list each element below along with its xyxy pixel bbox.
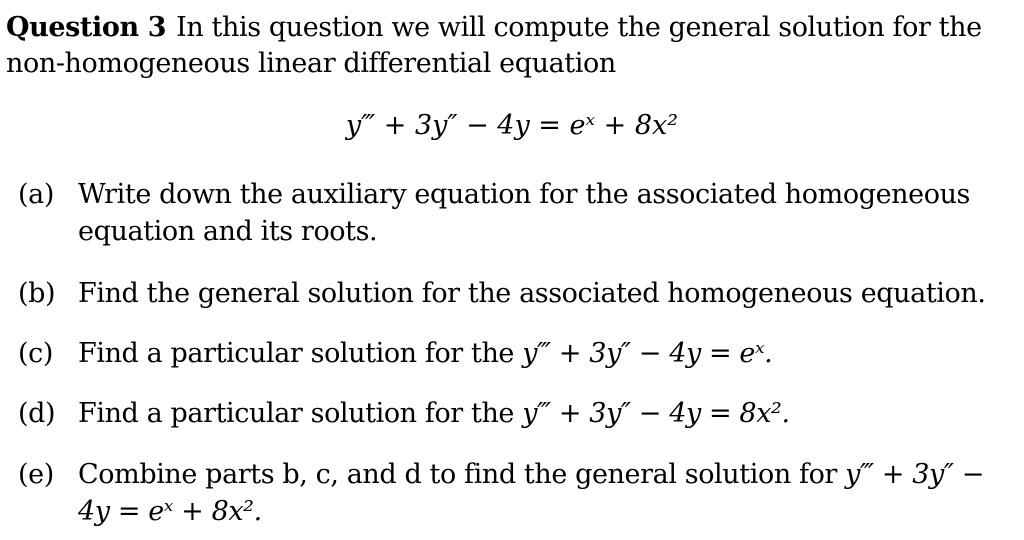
display-equation: y‴ + 3y″ − 4y = eˣ + 8x² <box>345 110 679 141</box>
part-marker: (b) <box>18 278 56 309</box>
part-marker: (d) <box>18 398 56 429</box>
part-marker: (a) <box>18 179 54 210</box>
part-c <box>18 335 1008 372</box>
part-marker: (c) <box>18 338 53 369</box>
part-b <box>18 275 1008 312</box>
part-text: Find the general solution for the associated homogeneous equation. <box>78 278 986 309</box>
part-e <box>18 456 1008 530</box>
part-equation: y‴ + 3y″ − 4y = 8x². <box>522 398 790 429</box>
part-text: Combine parts b, c, and d to find the general solution for <box>78 459 837 490</box>
part-equation: y‴ + 3y″ − 4y = eˣ + 8x². <box>78 459 984 527</box>
part-text: Write down the auxiliary equation for the associated homogeneous equation and its roots. <box>78 179 971 247</box>
part-d <box>18 395 1008 432</box>
part-a <box>18 176 1008 250</box>
question-label: Question 3 <box>6 12 167 43</box>
part-equation: y‴ + 3y″ − 4y = eˣ. <box>522 338 773 369</box>
part-text: Find a particular solution for the <box>78 398 515 429</box>
part-marker: (e) <box>18 459 54 490</box>
question-heading <box>6 10 1016 82</box>
part-text: Find a particular solution for the <box>78 338 515 369</box>
question-intro: In this question we will compute the general solution for the non-homogeneous linear differential equation <box>6 12 982 79</box>
